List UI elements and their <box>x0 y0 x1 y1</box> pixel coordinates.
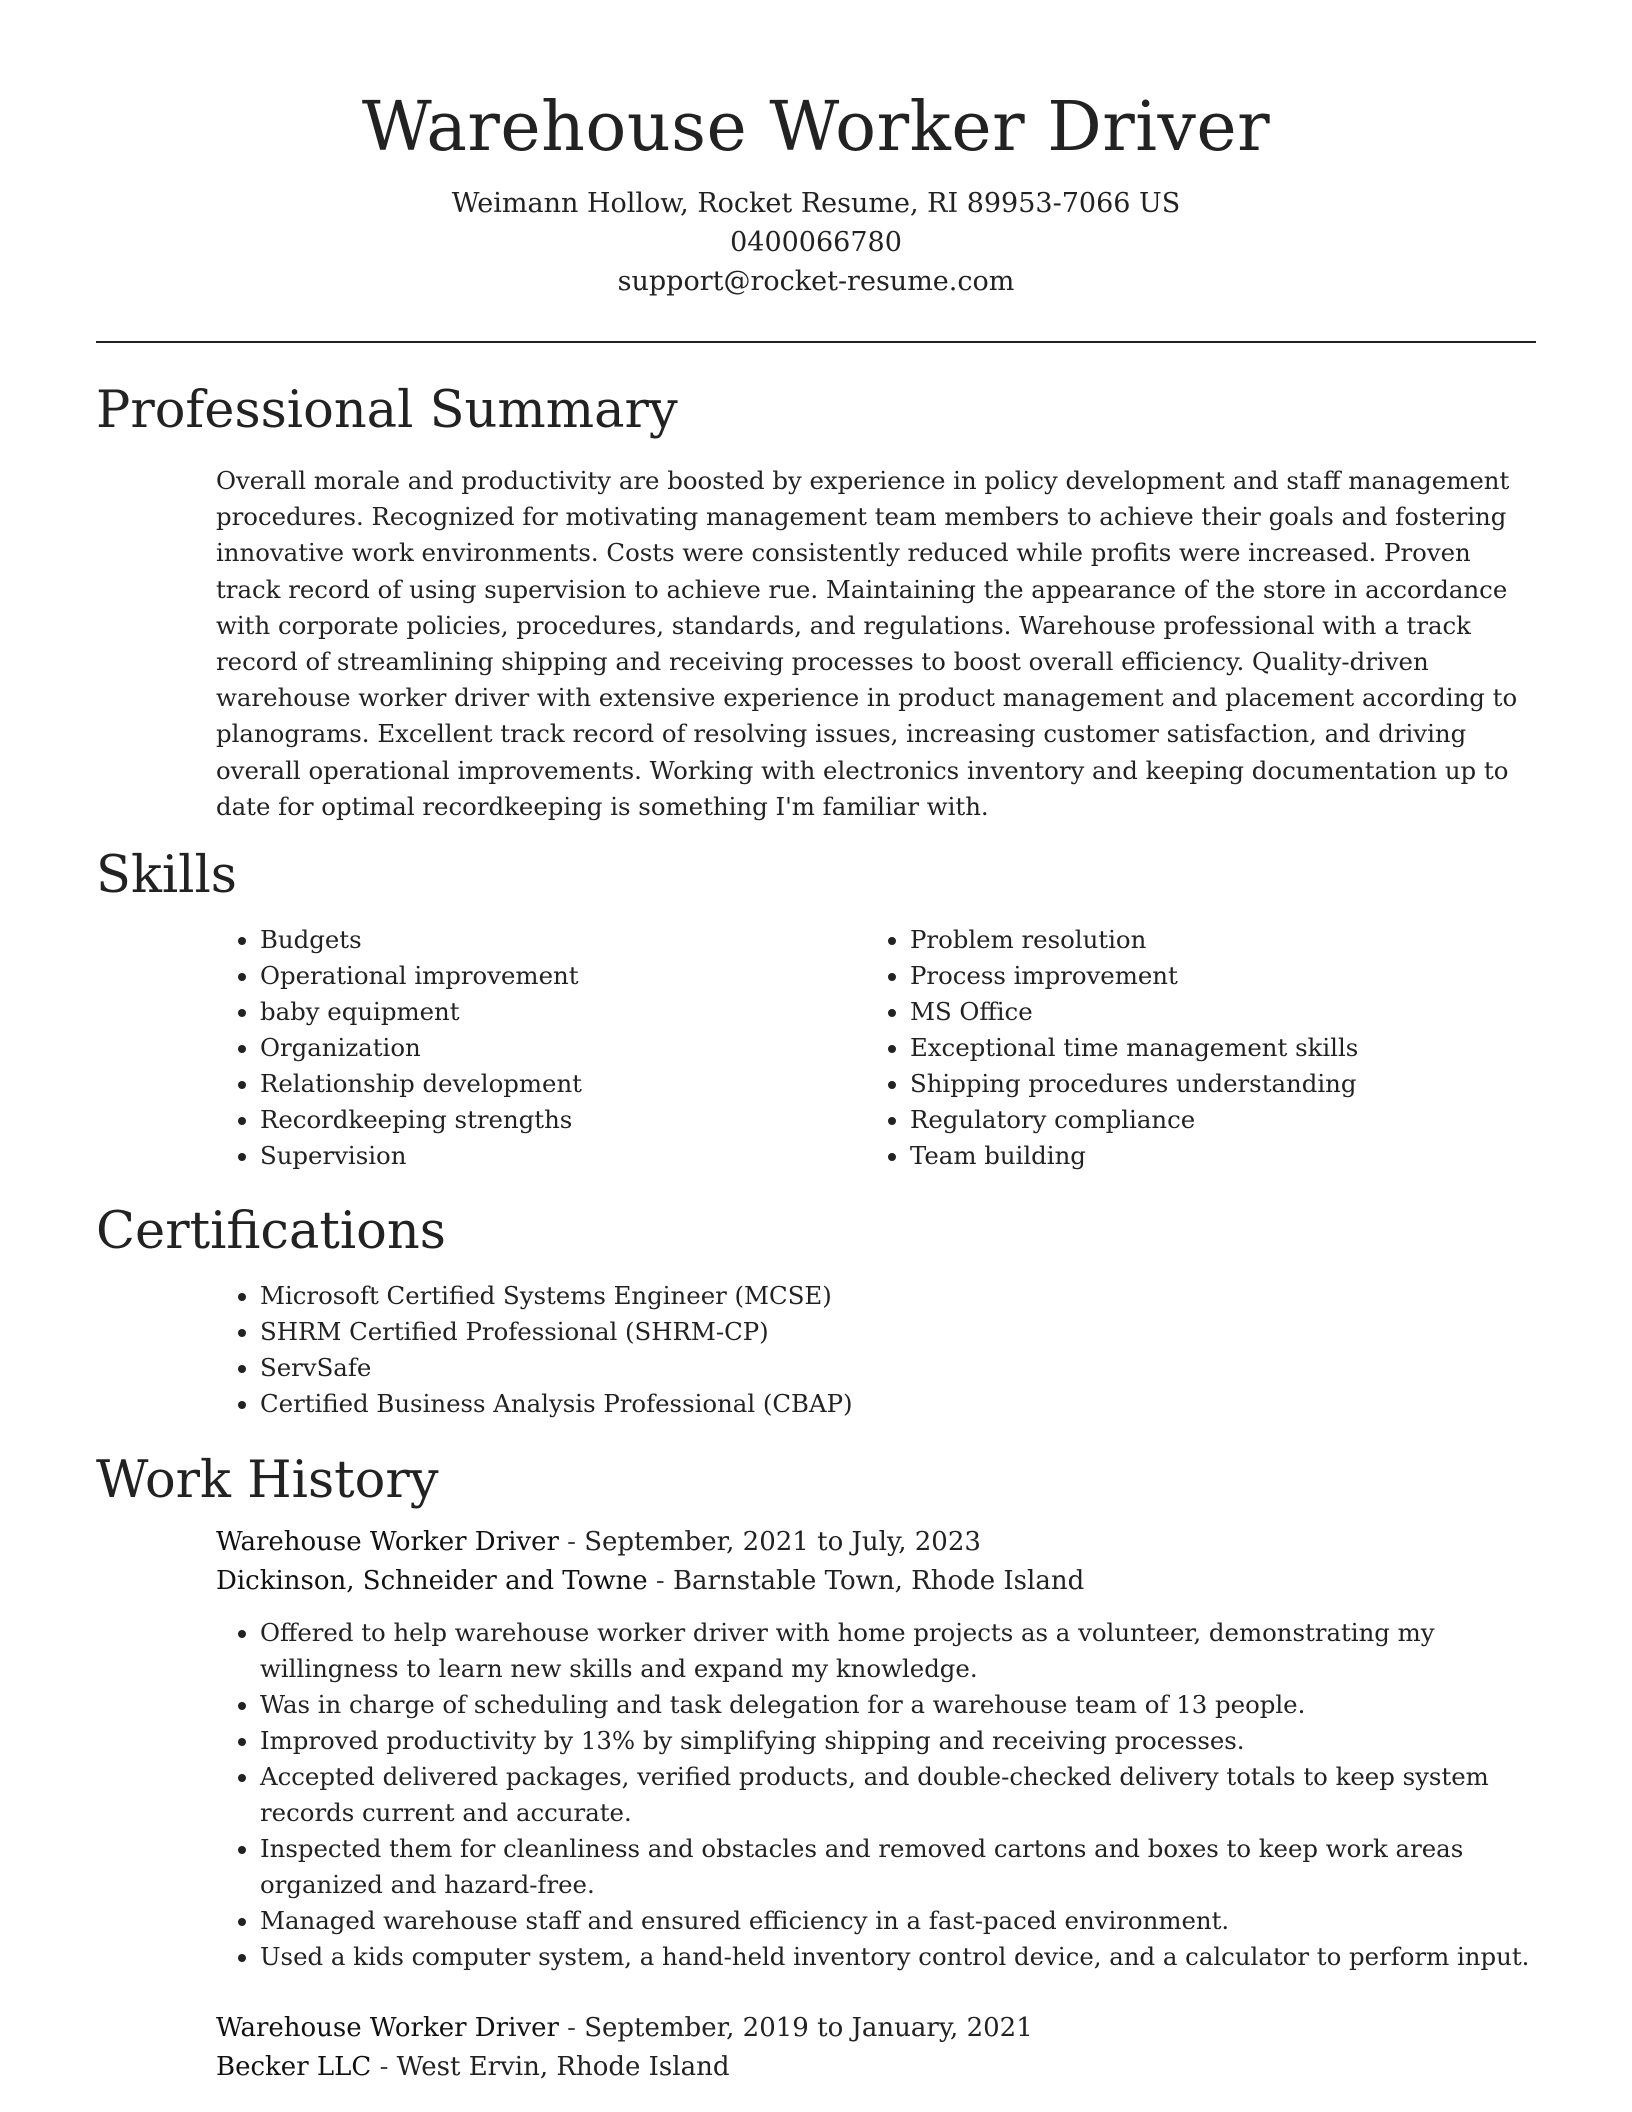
job-company: Dickinson, Schneider and Towne <box>216 1566 648 1596</box>
certification-item: • SHRM Certified Professional (SHRM-CP) <box>260 1314 1536 1350</box>
skill-item: • baby equipment <box>260 994 866 1030</box>
candidate-name: Warehouse Worker Driver <box>361 88 1271 167</box>
summary-text: Overall morale and productivity are boosted by experience in policy development and staff management procedures. Recognized for motivating management team members to achieve their goals and fostering innovative work environments. Costs were consistently reduced while profits were increased. Proven track record of using supervision to achieve rue. Maintaining the appearance of the store in accordance with corporate policies, procedures, standards, and regulations. Warehouse professional with a track record of streamlining shipping and receiving processes to boost overall efficiency. Quality-driven warehouse worker driver with extensive experience in product management and placement according to planograms. Excellent track record of resolving issues, increasing customer satisfaction, and driving overall operational improvements. Working with electronics inventory and keeping documentation up to date for optimal recordkeeping is something I'm familiar with. <box>216 466 1518 821</box>
job-dates: September, 2019 to January, 2021 <box>584 2013 1033 2043</box>
summary-section <box>96 379 1536 825</box>
skill-item: • Regulatory compliance <box>910 1102 1516 1138</box>
skill-item: • Team building <box>910 1138 1516 1174</box>
contact-address: Weimann Hollow, Rocket Resume, RI 89953-7066 US <box>451 188 1181 219</box>
skill-item: • Organization <box>260 1030 866 1066</box>
job-role: Warehouse Worker Driver <box>216 1527 559 1557</box>
section-title-work-history: Work History <box>96 1451 439 1510</box>
job-title-line: Warehouse Worker Driver - September, 2019 to January, 2021 <box>216 2013 1033 2043</box>
certification-item: • ServSafe <box>260 1350 1536 1386</box>
skill-item: • Relationship development <box>260 1066 866 1102</box>
job-company: Becker LLC <box>216 2052 372 2082</box>
skill-item: • Shipping procedures understanding <box>910 1066 1516 1102</box>
duty-item: • Offered to help warehouse worker driver with home projects as a volunteer, demonstrating my willingness to learn new skills and expand my knowledge. <box>260 1615 1536 1687</box>
skill-item: • Supervision <box>260 1138 866 1174</box>
resume-header <box>96 82 1536 301</box>
job-company-line: Dickinson, Schneider and Towne - Barnstable Town, Rhode Island <box>216 1566 1085 1596</box>
duty-item: • Inspected them for cleanliness and obstacles and removed cartons and boxes to keep work areas organized and hazard-free. <box>260 1831 1536 1903</box>
job-location: West Ervin, Rhode Island <box>396 2052 730 2082</box>
skill-item: • Recordkeeping strengths <box>260 1102 866 1138</box>
skill-item: • Budgets <box>260 922 866 958</box>
job-role: Warehouse Worker Driver <box>216 2013 559 2043</box>
certifications-section <box>96 1200 1536 1422</box>
skills-section <box>96 844 1536 1174</box>
certifications-list <box>216 1278 1536 1422</box>
skills-column-right <box>866 922 1516 1174</box>
job-entry <box>216 2009 1536 2087</box>
duty-item: • Used a kids computer system, a hand-held inventory control device, and a calculator to perform input. <box>260 1939 1536 1975</box>
duty-item: • Managed warehouse staff and ensured efficiency in a fast-paced environment. <box>260 1903 1536 1939</box>
duty-item: • Accepted delivered packages, verified products, and double-checked delivery totals to keep system records current and accurate. <box>260 1759 1536 1831</box>
skills-column-left <box>216 922 866 1174</box>
section-title-summary: Professional Summary <box>96 381 678 440</box>
job-entry <box>216 1523 1536 1975</box>
skill-item: • MS Office <box>910 994 1516 1030</box>
section-title-certifications: Certifications <box>96 1202 446 1261</box>
skills-columns <box>216 922 1536 1174</box>
job-location: Barnstable Town, Rhode Island <box>672 1566 1085 1596</box>
job-duties <box>216 1615 1536 1975</box>
duty-item: • Improved productivity by 13% by simplifying shipping and receiving processes. <box>260 1723 1536 1759</box>
section-title-skills: Skills <box>96 846 237 905</box>
contact-email: support@rocket-resume.com <box>617 266 1015 297</box>
job-dates: September, 2021 to July, 2023 <box>584 1527 981 1557</box>
skill-item: • Exceptional time management skills <box>910 1030 1516 1066</box>
header-divider <box>96 341 1536 343</box>
skill-item: • Problem resolution <box>910 922 1516 958</box>
contact-phone: 0400066780 <box>730 227 902 258</box>
certification-item: • Certified Business Analysis Professional (CBAP) <box>260 1386 1536 1422</box>
skill-item: • Operational improvement <box>260 958 866 994</box>
duty-item: • Was in charge of scheduling and task delegation for a warehouse team of 13 people. <box>260 1687 1536 1723</box>
contact-block <box>96 184 1536 301</box>
skill-item: • Process improvement <box>910 958 1516 994</box>
job-company-line: Becker LLC - West Ervin, Rhode Island <box>216 2052 730 2082</box>
job-title-line: Warehouse Worker Driver - September, 2021 to July, 2023 <box>216 1527 981 1557</box>
certification-item: • Microsoft Certified Systems Engineer (MCSE) <box>260 1278 1536 1314</box>
work-history-section <box>96 1449 1536 2087</box>
